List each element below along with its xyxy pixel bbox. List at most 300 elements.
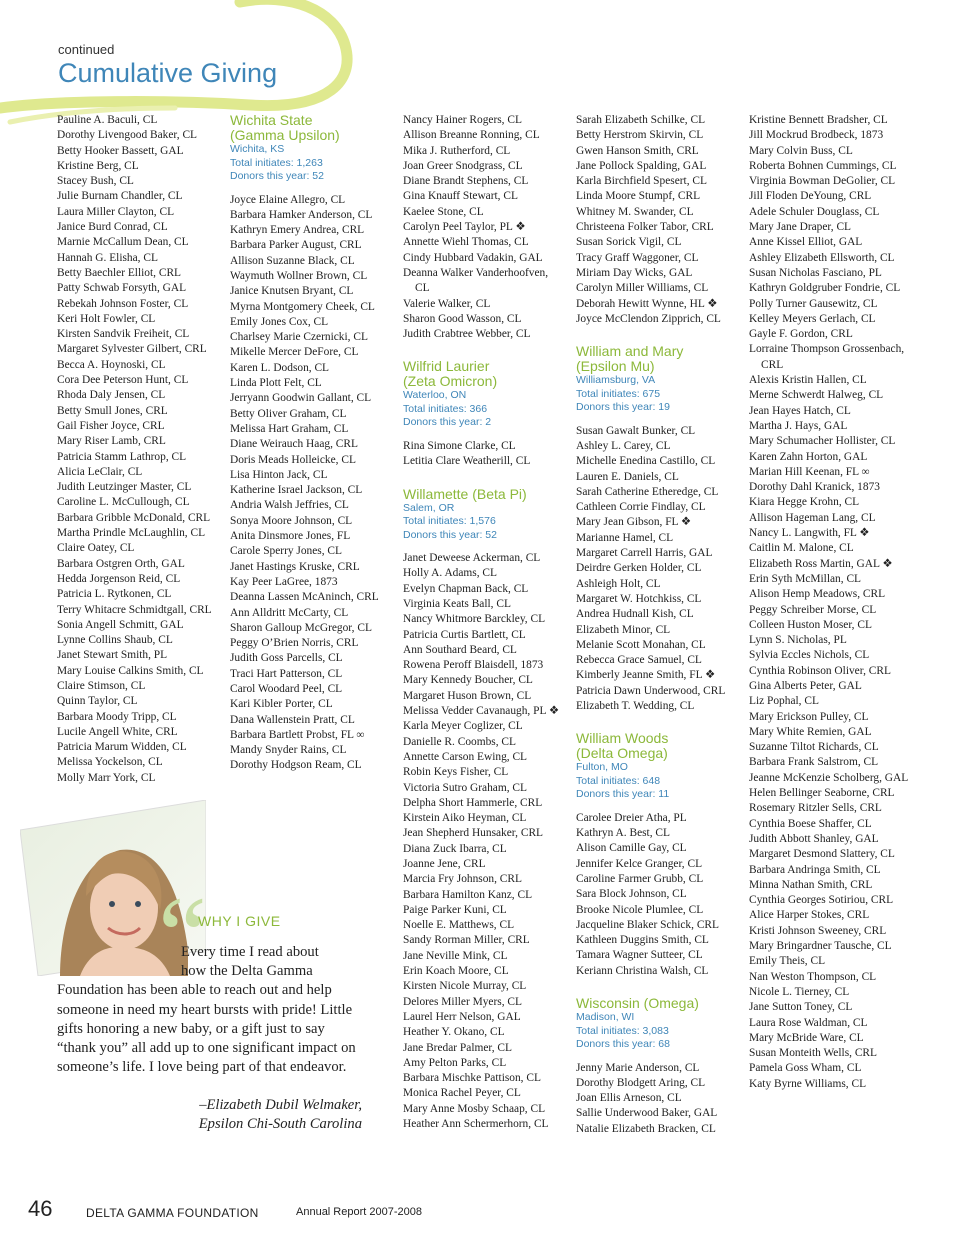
donor-name: Sonia Angell Schmitt, GAL — [57, 618, 184, 631]
donor-name: Andria Walsh Jeffries, CL — [230, 499, 349, 512]
donor-name: Jacqueline Blaker Schick, CRL — [576, 918, 719, 931]
donor-name: Rhoda Daly Jensen, CL — [57, 389, 166, 402]
donor-name: Betty Smull Jones, CRL — [57, 404, 168, 417]
donor-name: Kathleen Duggins Smith, CL — [576, 934, 709, 947]
donor-name: Anne Kissel Elliot, GAL — [749, 236, 863, 249]
donor-name: Margaret Sylvester Gilbert, CRL — [57, 343, 207, 356]
donor-name: Patricia L. Rytkonen, CL — [57, 588, 172, 601]
donor-name: Cynthia Georges Sotiriou, CRL — [749, 894, 894, 907]
donor-name: Helen Bellinger Seaborne, CRL — [749, 787, 895, 800]
chapter-greek: (Zeta Omicron) — [403, 373, 498, 390]
chapter-section-wichita-state — [230, 113, 398, 774]
donor-name: Adele Schuler Douglass, CL — [749, 205, 880, 218]
donor-name: Elizabeth Minor, CL — [576, 623, 671, 636]
donor-name: Deanna Walker Vanderhoofven, — [403, 266, 549, 279]
donor-name: Karla Birchfield Spesert, CL — [576, 175, 707, 188]
donor-name: Judith Abbott Shanley, GAL — [749, 832, 879, 845]
donor-name: Melissa Vedder Cavanaugh, PL ❖ — [403, 705, 560, 718]
donor-name: Ann Alldritt McCarty, CL — [230, 606, 349, 619]
donor-name: Peggy Schreiber Morse, CL — [749, 603, 877, 616]
donor-name: Mika J. Rutherford, CL — [403, 144, 511, 157]
donor-name: Kimberly Jeanne Smith, FL ❖ — [576, 669, 716, 682]
donor-name: Judith Leutzinger Master, CL — [57, 481, 192, 494]
donor-column-4 — [576, 113, 744, 1137]
donor-name: Kirsten Sandvik Freiheit, CL — [57, 328, 190, 341]
donor-name: Virginia Bowman DeGolier, CL — [749, 175, 896, 188]
donor-name: Delpha Short Hammerle, CRL — [403, 796, 543, 809]
donor-list — [576, 1061, 744, 1137]
donor-name: Elizabeth T. Wedding, CL — [576, 700, 695, 712]
donor-name: Mary Jane Draper, CL — [749, 221, 852, 234]
chapter-donors: Donors this year: 2 — [403, 416, 492, 429]
donor-name: Paige Parker Kuni, CL — [403, 903, 507, 916]
donor-name: Judith Goss Parcells, CL — [230, 652, 343, 665]
donor-name: Alice Harper Stokes, CRL — [749, 909, 870, 922]
donor-name: Melissa Yockelson, CL — [57, 756, 163, 769]
donor-name: Whitney M. Swander, CL — [576, 205, 694, 218]
donor-name: Cathleen Corrie Findlay, CL — [576, 501, 706, 514]
donor-name: Delores Miller Myers, CL — [403, 995, 522, 1008]
continued-label: continued — [58, 42, 115, 57]
donor-name: Joan Ellis Arneson, CL — [576, 1092, 682, 1105]
donor-name: Elizabeth Ross Martin, GAL ❖ — [749, 557, 893, 570]
donor-name: Barbara Bartlett Probst, FL ∞ — [230, 728, 365, 741]
donor-name: Deborah Hewitt Wynne, HL ❖ — [576, 297, 718, 310]
donor-name: Lauren E. Daniels, CL — [576, 470, 679, 483]
donor-name: Evelyn Chapman Back, CL — [403, 582, 529, 595]
donor-name: Ashleigh Holt, CL — [576, 577, 661, 590]
donor-name: Barbara Hamilton Kanz, CL — [403, 888, 533, 901]
donor-name: Allison Suzanne Black, CL — [230, 254, 355, 267]
donor-name: Kari Kibler Porter, CL — [230, 698, 333, 711]
donor-name: Deanna Lassen McAninch, CRL — [230, 591, 379, 604]
donor-name: Hannah G. Elisha, CL — [57, 251, 158, 264]
donor-name: Karla Meyer Coglizer, CL — [403, 720, 523, 733]
donor-name: Lynne Collins Shaub, CL — [57, 634, 173, 647]
chapter-location: Williamsburg, VA — [576, 374, 656, 387]
donor-name: Katherine Israel Jackson, CL — [230, 484, 363, 497]
donor-name: Erin Syth McMillan, CL — [749, 572, 862, 585]
donor-name: Patricia Dawn Underwood, CRL — [576, 684, 726, 697]
donor-name: Joyce McClendon Zipprich, CL — [576, 312, 721, 325]
donor-name: Heather Y. Okano, CL — [403, 1026, 505, 1039]
donor-name: Rosemary Ritzler Sells, CRL — [749, 802, 882, 815]
donor-name: Jennifer Kelce Granger, CL — [576, 857, 703, 870]
donor-name: Jane Bredar Palmer, CL — [403, 1041, 512, 1054]
donor-name: Keriann Christina Walsh, CL — [576, 964, 709, 977]
chapter-name: Willamette (Beta Pi) — [403, 485, 527, 502]
attribution-name: –Elizabeth Dubil Welmaker, — [199, 1097, 362, 1113]
donor-name: Monica Rachel Peyer, CL — [403, 1087, 521, 1100]
donor-name: Martha J. Hays, GAL — [749, 419, 848, 432]
donor-name: Victoria Sutro Graham, CL — [403, 781, 527, 794]
donor-name: Mary Colvin Buss, CL — [749, 144, 853, 157]
donor-name: Natalie Elizabeth Bracken, CL — [576, 1122, 716, 1135]
donor-name: Linda Plott Felt, CL — [230, 377, 322, 390]
donor-name: Sharon Galloup McGregor, CL — [230, 621, 372, 634]
donor-name: Amy Pelton Parks, CL — [403, 1056, 507, 1069]
donor-list — [403, 113, 571, 342]
chapter-section-willamette — [403, 487, 571, 1133]
donor-name: Nancy Hainer Rogers, CL — [403, 114, 522, 126]
donor-name: Janice Burd Conrad, CL — [57, 221, 168, 234]
donor-name: Claire Stimson, CL — [57, 679, 146, 692]
chapter-location: Salem, OR — [403, 501, 455, 514]
donor-name: Sarah Elizabeth Schilke, CL — [576, 114, 706, 126]
chapter-location: Waterloo, ON — [403, 389, 467, 402]
chapter-donors: Donors this year: 11 — [576, 788, 670, 801]
chapter-initiates: Total initiates: 1,263 — [230, 156, 323, 169]
donor-name: Joyce Elaine Allegro, CL — [230, 193, 346, 206]
donor-name: Mary Louise Calkins Smith, CL — [57, 664, 204, 677]
donor-name: Lucile Angell White, CRL — [57, 725, 178, 738]
donor-name: Brooke Nicole Plumlee, CL — [576, 903, 704, 916]
chapter-initiates: Total initiates: 1,576 — [403, 515, 496, 528]
donor-name: Linda Moore Stumpf, CRL — [576, 190, 701, 203]
donor-name: Mary Kennedy Boucher, CL — [403, 674, 533, 687]
quote-attribution — [190, 1096, 362, 1134]
chapter-name: Wilfrid Laurier — [403, 358, 490, 375]
donor-name: Sandy Rorman Miller, CRL — [403, 934, 530, 947]
donor-name: Doris Meads Holleicke, CL — [230, 453, 356, 466]
donor-name: Joanne Jene, CRL — [403, 857, 486, 870]
donor-name: Margaret Desmond Slattery, CL — [749, 848, 895, 861]
donor-name: Jenny Marie Anderson, CL — [576, 1061, 700, 1074]
donor-name: Dorothy Hodgson Ream, CL — [230, 759, 362, 772]
donor-name: Kathryn Emery Andrea, CRL — [230, 224, 365, 237]
donor-name: Emily Jones Cox, CL — [230, 315, 329, 328]
donor-name: Caitlin M. Malone, CL — [749, 542, 854, 555]
donor-name: Marianne Hamel, CL — [576, 531, 674, 544]
donor-name: Kathryn Goldgruber Fondrie, CL — [749, 282, 901, 295]
donor-name: Waymuth Wollner Brown, CL — [230, 269, 368, 282]
donor-name: Allison Hageman Lang, CL — [749, 511, 876, 524]
donor-name: Dorothy Livengood Baker, CL — [57, 129, 198, 142]
donor-name: Susan Monteith Wells, CRL — [749, 1047, 877, 1060]
donor-name: Cynthia Robinson Oliver, CRL — [749, 664, 891, 677]
donor-name: Ashley Elizabeth Ellsworth, CL — [749, 251, 895, 264]
donor-name: Ann Southard Beard, CL — [403, 643, 517, 656]
donor-name: Alison Hemp Meadows, CRL — [749, 588, 886, 601]
donor-name: Jane Sutton Toney, CL — [749, 1001, 853, 1014]
donor-name: Peggy O’Brien Norris, CRL — [230, 637, 359, 650]
donor-name: Melissa Hart Graham, CL — [230, 422, 349, 435]
donor-name: Susan Nicholas Fasciano, PL — [749, 266, 882, 279]
donor-name: Diana Zuck Ibarra, CL — [403, 842, 507, 855]
donor-name: Pauline A. Baculi, CL — [57, 114, 158, 126]
donor-name: Mikelle Mercer DeFore, CL — [230, 346, 359, 359]
donor-name: Betty Herstrom Skirvin, CL — [576, 129, 704, 142]
why-i-give-quote — [57, 943, 367, 1077]
donor-name: Jean Hayes Hatch, CL — [749, 404, 851, 417]
donor-name: Alicia LeClair, CL — [57, 465, 143, 478]
chapter-section-wisconsin — [576, 996, 744, 1137]
donor-name: Annette Carson Ewing, CL — [403, 750, 528, 763]
chapter-section-william-and-mary — [576, 344, 744, 714]
donor-name: Diane Weirauch Haag, CRL — [230, 438, 358, 451]
donor-name: Kaelee Stone, CL — [403, 205, 484, 218]
donor-name: Cynthia Boese Shaffer, CL — [749, 817, 872, 830]
donor-name: Liz Pophal, CL — [749, 695, 819, 708]
donor-column-2 — [230, 113, 398, 774]
footer-organization: DELTA GAMMA FOUNDATION — [86, 1206, 259, 1220]
donor-name: Barbara Ostgren Orth, GAL — [57, 557, 185, 570]
donor-name: Marian Hill Keenan, FL ∞ — [749, 465, 870, 478]
donor-name: Suzanne Tiltot Richards, CL — [749, 741, 879, 754]
donor-name: Rina Simone Clarke, CL — [403, 439, 516, 452]
donor-name: Merne Schwerdt Halweg, CL — [749, 389, 884, 402]
donor-name: Alexis Kristin Hallen, CL — [749, 374, 867, 387]
donor-name: Diane Brandt Stephens, CL — [403, 175, 529, 188]
donor-name: Anita Dinsmore Jones, FL — [230, 530, 351, 543]
donor-name: Quinn Taylor, CL — [57, 695, 138, 708]
chapter-greek: (Delta Omega) — [576, 745, 668, 762]
donor-name: Patricia Stamm Lathrop, CL — [57, 450, 187, 463]
donor-name: Jean Shepherd Hunsaker, CRL — [403, 827, 543, 840]
donor-name: Karen Zahn Horton, GAL — [749, 450, 868, 463]
chapter-initiates: Total initiates: 648 — [576, 774, 661, 787]
donor-name: Gina Alberts Peter, GAL — [749, 679, 862, 692]
donor-name: Kristine Bennett Bradsher, CL — [749, 114, 888, 126]
donor-name: Carolyn Peel Taylor, PL ❖ — [403, 221, 526, 234]
donor-name: Carolyn Miller Williams, CL — [576, 282, 709, 295]
donor-name: Jeanne McKenzie Scholberg, GAL — [749, 771, 909, 784]
donor-name: Andrea Hudnall Kish, CL — [576, 608, 694, 621]
donor-name: Minna Nathan Smith, CRL — [749, 878, 873, 891]
donor-name: Barbara Gribble McDonald, CRL — [57, 511, 211, 524]
chapter-location: Fulton, MO — [576, 761, 628, 774]
chapter-initiates: Total initiates: 675 — [576, 387, 661, 400]
donor-name: Mary Schumacher Hollister, CL — [749, 435, 896, 448]
donor-name: Holly A. Adams, CL — [403, 567, 497, 580]
chapter-donors: Donors this year: 52 — [403, 528, 497, 541]
donor-name: Janice Knutsen Bryant, CL — [230, 285, 354, 298]
donor-name: Tracy Graff Waggoner, CL — [576, 251, 699, 264]
donor-name: Sallie Underwood Baker, GAL — [576, 1107, 718, 1120]
donor-name: Keri Holt Fowler, CL — [57, 312, 156, 325]
chapter-greek: (Gamma Upsilon) — [230, 127, 340, 143]
donor-name: Lorraine Thompson Grossenbach, — [749, 343, 905, 356]
quote-line-1: Every time I read about — [181, 944, 319, 960]
donor-name: Carole Sperry Jones, CL — [230, 545, 342, 558]
donor-name: Mary Erickson Pulley, CL — [749, 710, 869, 723]
donor-name: Noelle E. Matthews, CL — [403, 919, 515, 932]
donor-name: Jill Mockrud Brodbeck, 1873 — [749, 129, 884, 142]
donor-name: Heather Ann Schermerhorn, CL — [403, 1118, 549, 1131]
donor-name: Mary Bringardner Tausche, CL — [749, 940, 892, 953]
quote-body: Foundation has been able to reach out and help someone in need my heart bursts with pride! Little gifts honoring a new baby, or a gift just to say “thank you” all add up to one significant impact on someone’s life. I love being part of that endeavor. — [57, 982, 356, 1076]
donor-column-1 — [57, 113, 225, 786]
donor-name: Sharon Good Wasson, CL — [403, 312, 522, 325]
donor-list — [403, 551, 571, 1132]
donor-name: Sarah Catherine Etheredge, CL — [576, 485, 719, 498]
donor-name: Margaret Huson Brown, CL — [403, 689, 532, 702]
donor-name: Betty Oliver Graham, CL — [230, 407, 347, 420]
donor-name: Jill Floden DeYoung, CRL — [749, 190, 872, 203]
donor-list — [576, 424, 744, 715]
donor-name: Cora Dee Peterson Hunt, CL — [57, 374, 189, 387]
quote-line-2: how the Delta Gamma — [181, 963, 313, 980]
chapter-section-william-woods — [576, 731, 744, 979]
donor-name: Christeena Folker Tabor, CRL — [576, 221, 714, 234]
chapter-location: Madison, WI — [576, 1011, 635, 1024]
donor-name: CRL — [761, 358, 784, 371]
donor-name: Margaret Carrell Harris, GAL — [576, 547, 713, 560]
donor-name: Valerie Walker, CL — [403, 297, 491, 310]
donor-name: Hedda Jorgenson Reid, CL — [57, 572, 181, 585]
donor-column-5 — [749, 113, 919, 1092]
donor-name: Marnie McCallum Dean, CL — [57, 236, 189, 249]
donor-column-3 — [403, 113, 571, 1132]
donor-name: Caroline Farmer Grubb, CL — [576, 872, 704, 885]
attribution-chapter: Epsilon Chi-South Carolina — [198, 1116, 362, 1132]
donor-name: Kay Peer LaGree, 1873 — [230, 575, 338, 588]
donor-name: Annette Wiehl Thomas, CL — [403, 236, 529, 249]
donor-name: Dana Wallenstein Pratt, CL — [230, 713, 355, 726]
chapter-name: William Woods — [576, 730, 669, 747]
donor-name: Lisa Hinton Jack, CL — [230, 468, 328, 481]
donor-name: Carolee Dreier Atha, PL — [576, 811, 687, 824]
donor-name: Margaret W. Hotchkiss, CL — [576, 592, 702, 605]
donor-name: Mandy Snyder Rains, CL — [230, 744, 347, 757]
donor-name: Polly Turner Gausewitz, CL — [749, 297, 878, 310]
donor-name: Betty Baechler Elliot, CRL — [57, 266, 182, 279]
donor-name: Nan Weston Thompson, CL — [749, 970, 877, 983]
donor-name: Danielle R. Coombs, CL — [403, 735, 516, 748]
donor-name: Lynn S. Nicholas, PL — [749, 634, 847, 647]
donor-name: Betty Hooker Bassett, GAL — [57, 144, 184, 157]
donor-name: Kristi Johnson Sweeney, CRL — [749, 924, 887, 937]
donor-name: Nancy L. Langwith, FL ❖ — [749, 527, 870, 540]
chapter-name: Wisconsin (Omega) — [576, 995, 699, 1012]
donor-name: Becca A. Hoynoski, CL — [57, 358, 166, 371]
donor-list — [576, 113, 744, 327]
donor-name: Alison Camille Gay, CL — [576, 842, 687, 855]
why-i-give-heading: WHY I GIVE — [198, 913, 281, 929]
donor-name: Marcia Fry Johnson, CRL — [403, 873, 522, 886]
donor-name: Barbara Hamker Anderson, CL — [230, 208, 373, 221]
donor-name: Laura Miller Clayton, CL — [57, 205, 175, 218]
donor-name: Jane Neville Mink, CL — [403, 949, 508, 962]
donor-name: Charlsey Marie Czernicki, CL — [230, 331, 368, 344]
chapter-initiates: Total initiates: 3,083 — [576, 1024, 669, 1037]
donor-name: Sylvia Eccles Nichols, CL — [749, 649, 870, 662]
donor-name: Mary McBride Ware, CL — [749, 1031, 864, 1044]
donor-name: Judith Crabtree Webber, CL — [403, 328, 531, 341]
donor-name: Emily Theis, CL — [749, 955, 826, 968]
donor-name: Joan Greer Snodgrass, CL — [403, 159, 523, 172]
donor-name: Melanie Scott Monahan, CL — [576, 638, 706, 651]
donor-name: Janet Stewart Smith, PL — [57, 649, 168, 662]
donor-name: Mary Riser Lamb, CRL — [57, 435, 166, 448]
donor-name: Dorothy Blodgett Aring, CL — [576, 1076, 706, 1089]
donor-name: Myrna Montgomery Cheek, CL — [230, 300, 375, 313]
donor-name: Katy Byrne Williams, CL — [749, 1077, 867, 1090]
chapter-donors: Donors this year: 68 — [576, 1038, 670, 1051]
donor-name: Michelle Enedina Castillo, CL — [576, 455, 716, 468]
quote-mark-icon: “ — [158, 874, 207, 996]
chapter-location: Wichita, KS — [230, 143, 285, 155]
donor-name: Jane Pollock Spalding, GAL — [576, 159, 707, 172]
donor-name: Deirdre Gerken Holder, CL — [576, 562, 702, 575]
donor-name: Janet Hastings Kruske, CRL — [230, 560, 360, 573]
donor-name: Kathryn A. Best, CL — [576, 827, 670, 840]
donor-name: Colleen Huston Moser, CL — [749, 618, 872, 631]
donor-name: Sonya Moore Johnson, CL — [230, 514, 353, 527]
donor-name: Laura Rose Waldman, CL — [749, 1016, 868, 1029]
donor-name: Roberta Bohnen Cummings, CL — [749, 159, 897, 172]
donor-name: Kirstein Aiko Heyman, CL — [403, 812, 527, 825]
chapter-initiates: Total initiates: 366 — [403, 402, 488, 415]
donor-name: Kelley Meyers Gerlach, CL — [749, 312, 876, 325]
donor-name: Barbara Moody Tripp, CL — [57, 710, 177, 723]
chapter-greek: (Epsilon Mu) — [576, 358, 655, 375]
donor-name: CL — [415, 282, 430, 295]
donor-name: Gayle F. Gordon, CRL — [749, 328, 853, 341]
chapter-section-wilfrid-laurier — [403, 359, 571, 469]
donor-name: Kiara Hegge Krohn, CL — [749, 496, 860, 509]
donor-name: Patricia Marum Widden, CL — [57, 741, 187, 754]
donor-name: Laurel Herr Nelson, GAL — [403, 1010, 521, 1023]
donor-name: Letitia Clare Weatherill, CL — [403, 455, 531, 468]
chapter-name: William and Mary — [576, 343, 684, 360]
donor-name: Allison Breanne Ronning, CL — [403, 129, 540, 142]
donor-list — [576, 811, 744, 979]
donor-name: Mary Jean Gibson, FL ❖ — [576, 516, 692, 529]
donor-name: Rebekah Johnson Foster, CL — [57, 297, 189, 310]
chapter-donors: Donors this year: 52 — [230, 170, 324, 182]
donor-name: Dorothy Dahl Kranick, 1873 — [749, 481, 880, 494]
donor-name: Pamela Goss Wham, CL — [749, 1062, 862, 1075]
donor-name: Rowena Peroff Blaisdell, 1873 — [403, 659, 544, 672]
page-title: Cumulative Giving — [58, 58, 278, 88]
donor-name: Julie Burnam Chandler, CL — [57, 190, 183, 203]
donor-name: Ashley L. Carey, CL — [576, 439, 671, 452]
donor-name: Patty Schwab Forsyth, GAL — [57, 282, 187, 295]
donor-name: Terry Whitacre Schmidtgall, CRL — [57, 603, 212, 616]
donor-name: Barbara Mischke Pattison, CL — [403, 1072, 541, 1085]
donor-list — [749, 113, 919, 1092]
donor-name: Gina Knauff Stewart, CL — [403, 190, 518, 203]
chapter-donors: Donors this year: 19 — [576, 401, 670, 414]
donor-name: Robin Keys Fisher, CL — [403, 766, 509, 779]
donor-name: Stacey Bush, CL — [57, 175, 134, 188]
donor-name: Cindy Hubbard Vadakin, GAL — [403, 251, 543, 264]
donor-name: Tamara Wagner Sutteer, CL — [576, 949, 703, 962]
donor-name: Kristine Berg, CL — [57, 159, 139, 172]
donor-name: Rebecca Grace Samuel, CL — [576, 654, 702, 667]
donor-name: Claire Oatey, CL — [57, 542, 135, 555]
donor-name: Miriam Day Wicks, GAL — [576, 266, 693, 279]
donor-name: Susan Gawalt Bunker, CL — [576, 424, 696, 437]
donor-name: Mary Anne Mosby Schaap, CL — [403, 1102, 546, 1115]
donor-name: Caroline L. McCullough, CL — [57, 496, 190, 509]
donor-name: Erin Koach Moore, CL — [403, 965, 509, 978]
donor-name: Karen L. Dodson, CL — [230, 361, 330, 374]
donor-name: Patricia Curtis Bartlett, CL — [403, 628, 526, 641]
donor-list — [230, 193, 398, 774]
donor-name: Sara Block Johnson, CL — [576, 888, 687, 901]
donor-name: Kirsten Nicole Murray, CL — [403, 980, 527, 993]
donor-name: Barbara Parker August, CRL — [230, 239, 362, 252]
donor-name: Molly Marr York, CL — [57, 771, 156, 784]
footer-report: Annual Report 2007-2008 — [296, 1206, 422, 1218]
donor-name: Barbara Frank Salstrom, CL — [749, 756, 879, 769]
chapter-name: Wichita State — [230, 112, 313, 128]
donor-name: Susan Sorick Vigil, CL — [576, 236, 682, 249]
donor-name: Carol Woodard Peel, CL — [230, 683, 343, 695]
donor-name: Gwen Hanson Smith, CRL — [576, 144, 699, 157]
